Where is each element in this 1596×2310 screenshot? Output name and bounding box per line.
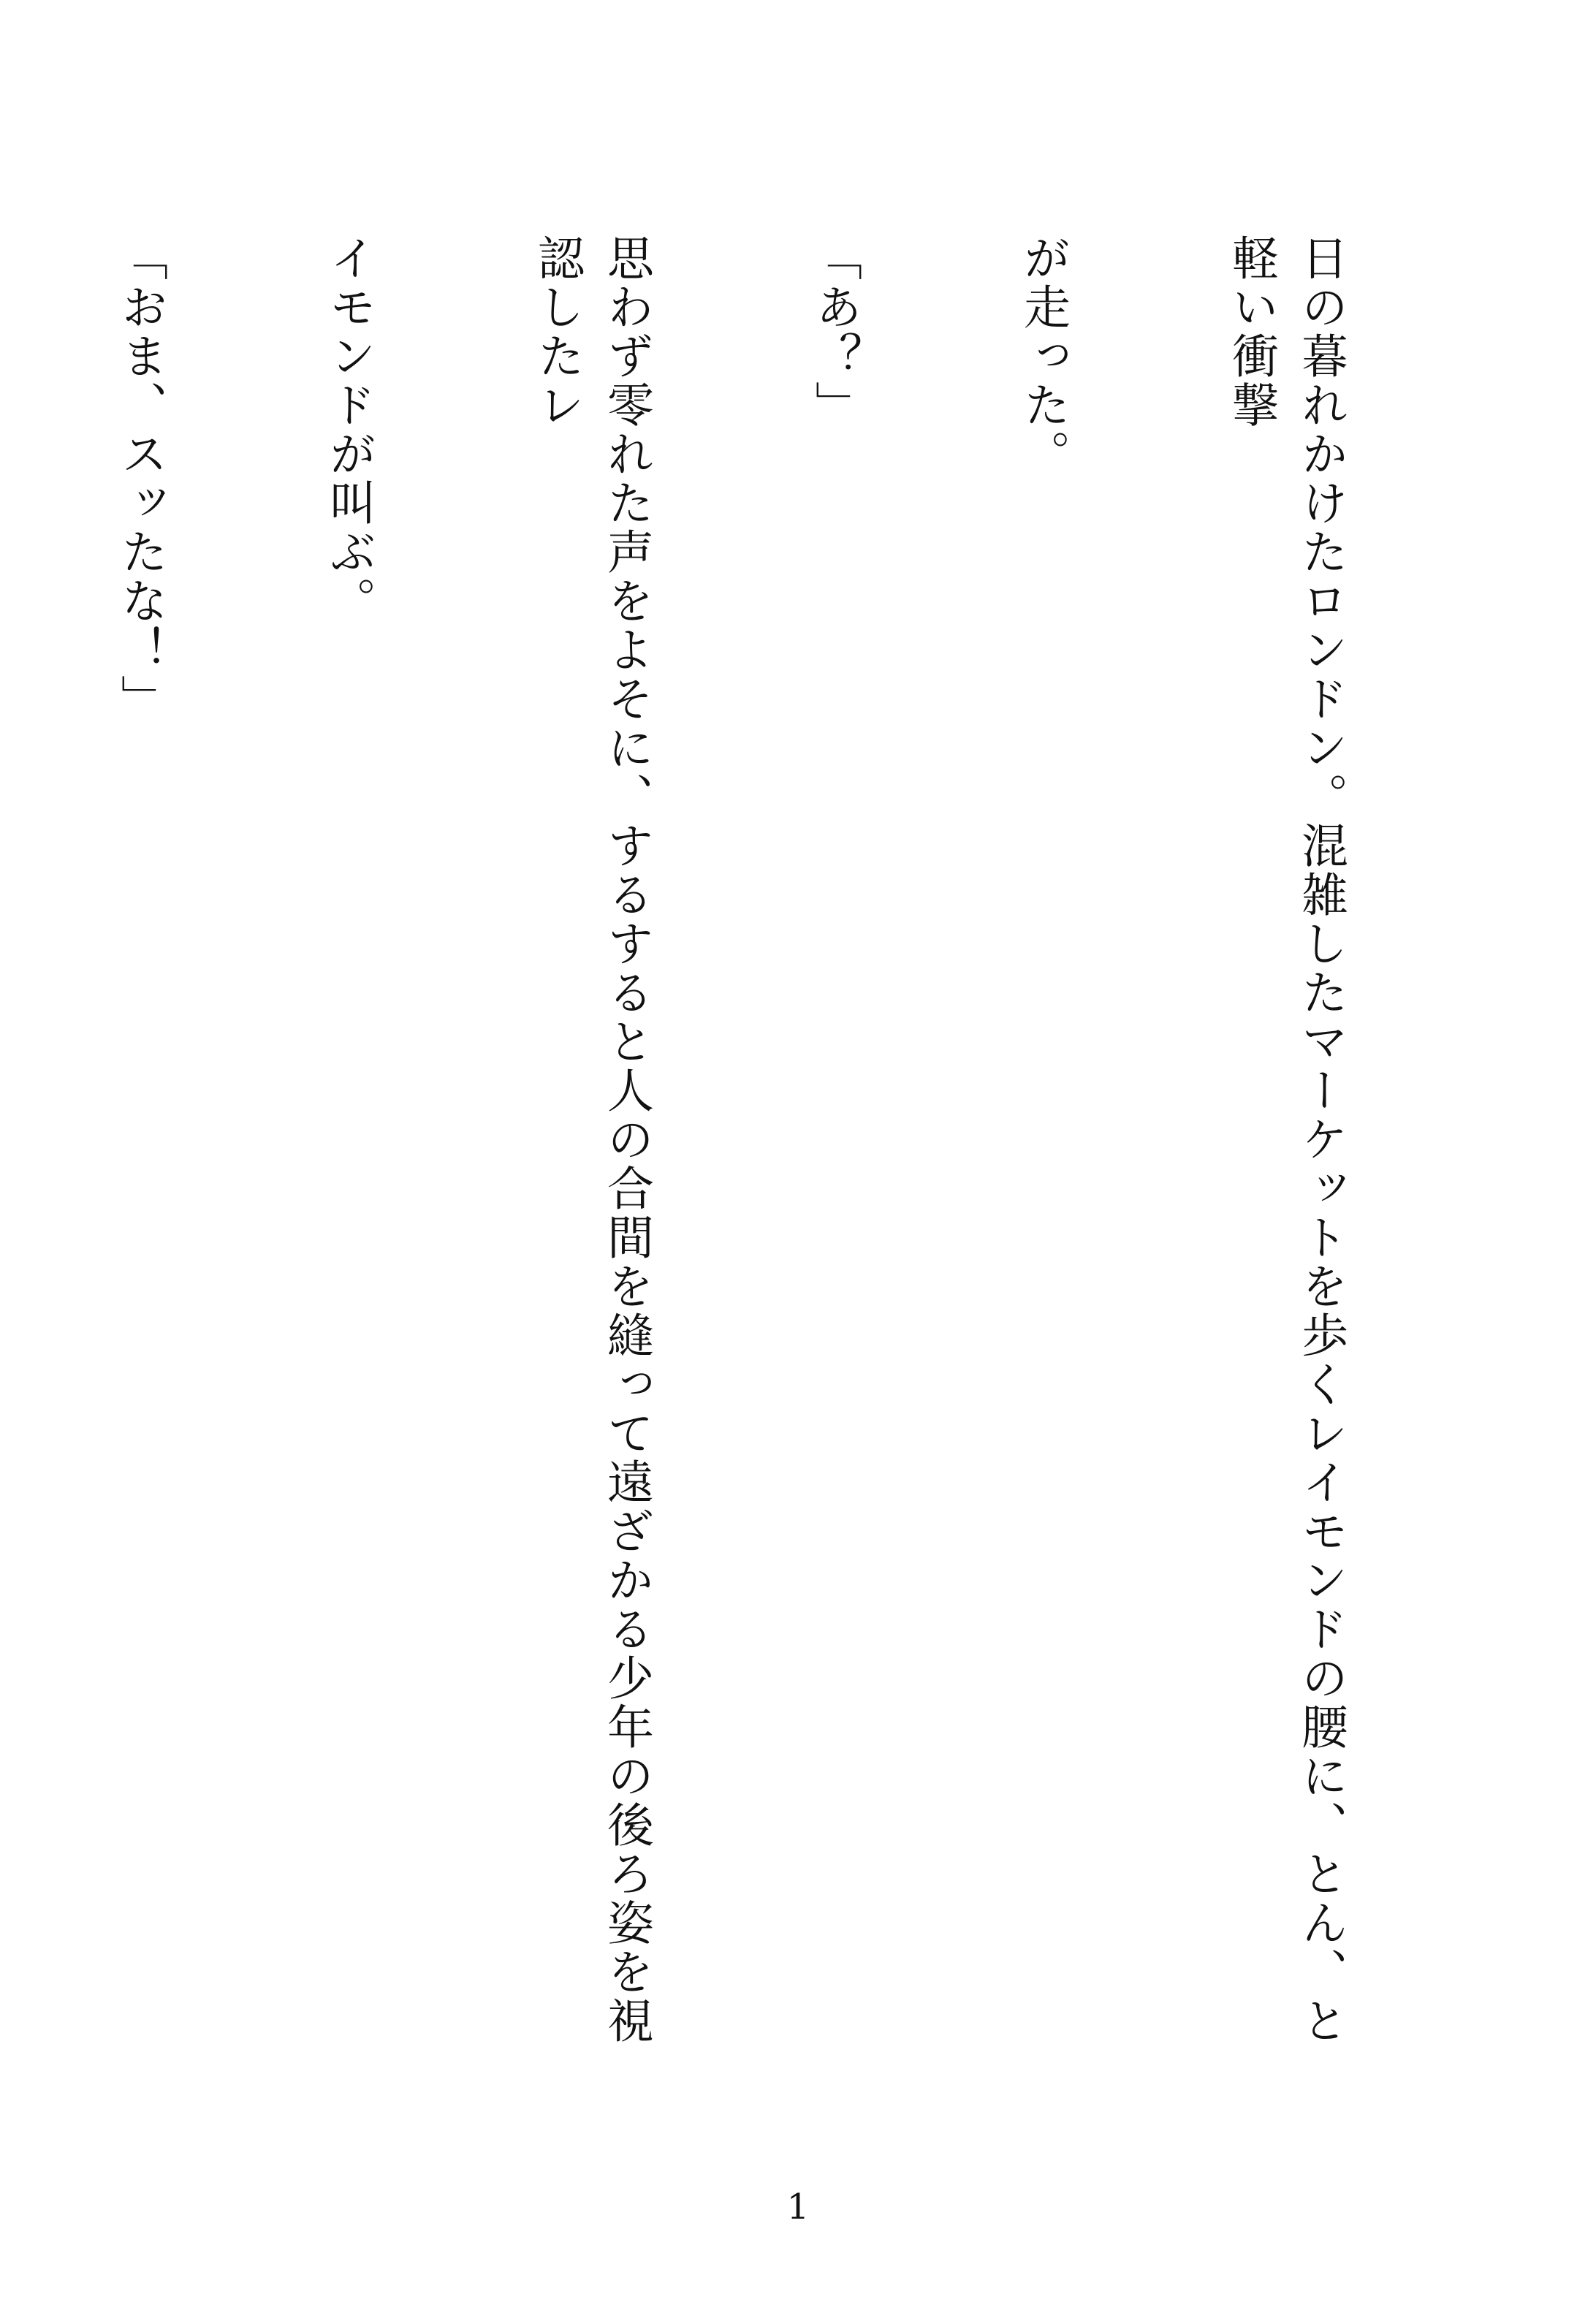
page-number: 1 <box>786 2186 810 2227</box>
text-line: 日の暮れかけたロンドン。混雑したマーケットを歩くレイモンドの腰に、とん、と軽い衝撃 <box>1224 234 1348 2045</box>
text-line: 「あ？」 <box>808 234 862 430</box>
text-line: イモンドが叫ぶ。 <box>322 234 376 626</box>
text-line: 「おま、スッたな！」 <box>113 234 167 723</box>
text-line: 思わず零れた声をよそに、するすると人の合間を縫って遠ざかる少年の後ろ姿を視認したレ <box>530 234 653 2045</box>
vertical-text-body <box>0 234 1494 2046</box>
text-line: が走った。 <box>1016 234 1070 479</box>
